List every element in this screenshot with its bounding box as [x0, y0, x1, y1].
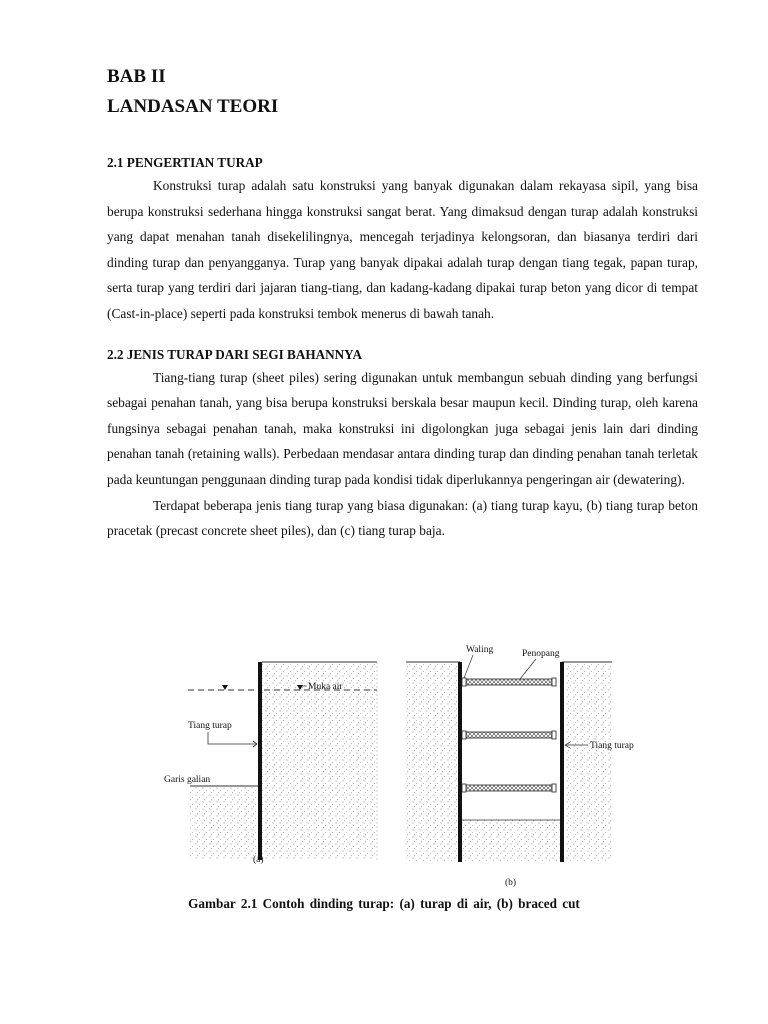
waling [552, 731, 556, 739]
label-penopang: Penopang [522, 649, 560, 659]
figure-a-label: (a) [253, 855, 264, 865]
figure-a [164, 662, 377, 865]
label-tiang-turap-b: Tiang turap [590, 741, 634, 751]
chapter-number: BAB II [107, 66, 166, 87]
excavation-soil [190, 786, 260, 860]
waling [552, 678, 556, 686]
label-muka-air: Muka air [308, 682, 343, 692]
waling [552, 784, 556, 792]
figure-b [406, 645, 634, 888]
waling [462, 784, 466, 792]
figure-caption: Gambar 2.1 Contoh dinding turap: (a) turap di air, (b) braced cut [188, 896, 580, 911]
label-waling: Waling [466, 645, 494, 655]
waling [462, 731, 466, 739]
paragraph: Terdapat beberapa jenis tiang turap yang biasa digunakan: (a) tiang turap kayu, (b) tiang turap beton pracetak (precast concrete sheet piles), dan (c) tiang turap baja. [107, 497, 698, 539]
figure-sheet-pile [160, 640, 680, 890]
soil-right [562, 662, 612, 862]
chapter-title: LANDASAN TEORI [107, 96, 279, 117]
section-heading-2-1: 2.1 PENGERTIAN TURAP [107, 155, 263, 170]
figure-b-label: (b) [505, 878, 517, 888]
label-tiang-turap-a: Tiang turap [188, 721, 232, 731]
strut [466, 785, 552, 791]
sheet-pile-diagram [160, 640, 680, 890]
soil-left [406, 662, 460, 862]
strut [466, 679, 552, 685]
waling [462, 678, 466, 686]
paragraph: Tiang-tiang turap (sheet piles) sering digunakan untuk membangun sebuah dinding yang berfungsi sebagai penahan tanah, yang bisa berupa konstruksi berskala besar maupun kecil. Dinding turap, oleh karena fungsinya sebagai penahan tanah, maka konstruksi ini digolongkan juga sebagai jenis lain dari dinding penahan tanah (retaining walls). Perbedaan mendasar antara dinding turap dan dinding penahan tanah terletak pada keuntungan penggunaan dinding turap pada kondisi tidak diperlukannya pengeringan air (dewatering). [107, 369, 698, 487]
paragraph: Konstruksi turap adalah satu konstruksi yang banyak digunakan dalam rekayasa sipil, yang bisa berupa konstruksi sederhana hingga konstruksi sangat berat. Yang dimaksud dengan turap adalah konstruksi yang dapat menahan tanah disekelilingnya, mencegah terjadinya kelongsoran, dan biasanya terdiri dari dinding turap dan penyangganya. Turap yang banyak dipakai adalah turap dengan tiang tegak, papan turap, serta turap yang terdiri dari jajaran tiang-tiang, dan kadang-kadang dipakai turap beton yang dicor di tempat (Cast-in-place) seperti pada konstruksi tembok menerus di bawah tanah. [107, 178, 698, 321]
section-heading-2-2: 2.2 JENIS TURAP DARI SEGI BAHANNYA [107, 346, 363, 362]
soil-bottom [460, 820, 562, 862]
label-garis-galian: Garis galian [164, 775, 211, 785]
water-level-marker-icon [222, 685, 228, 690]
strut [466, 732, 552, 738]
document-page [107, 62, 698, 544]
